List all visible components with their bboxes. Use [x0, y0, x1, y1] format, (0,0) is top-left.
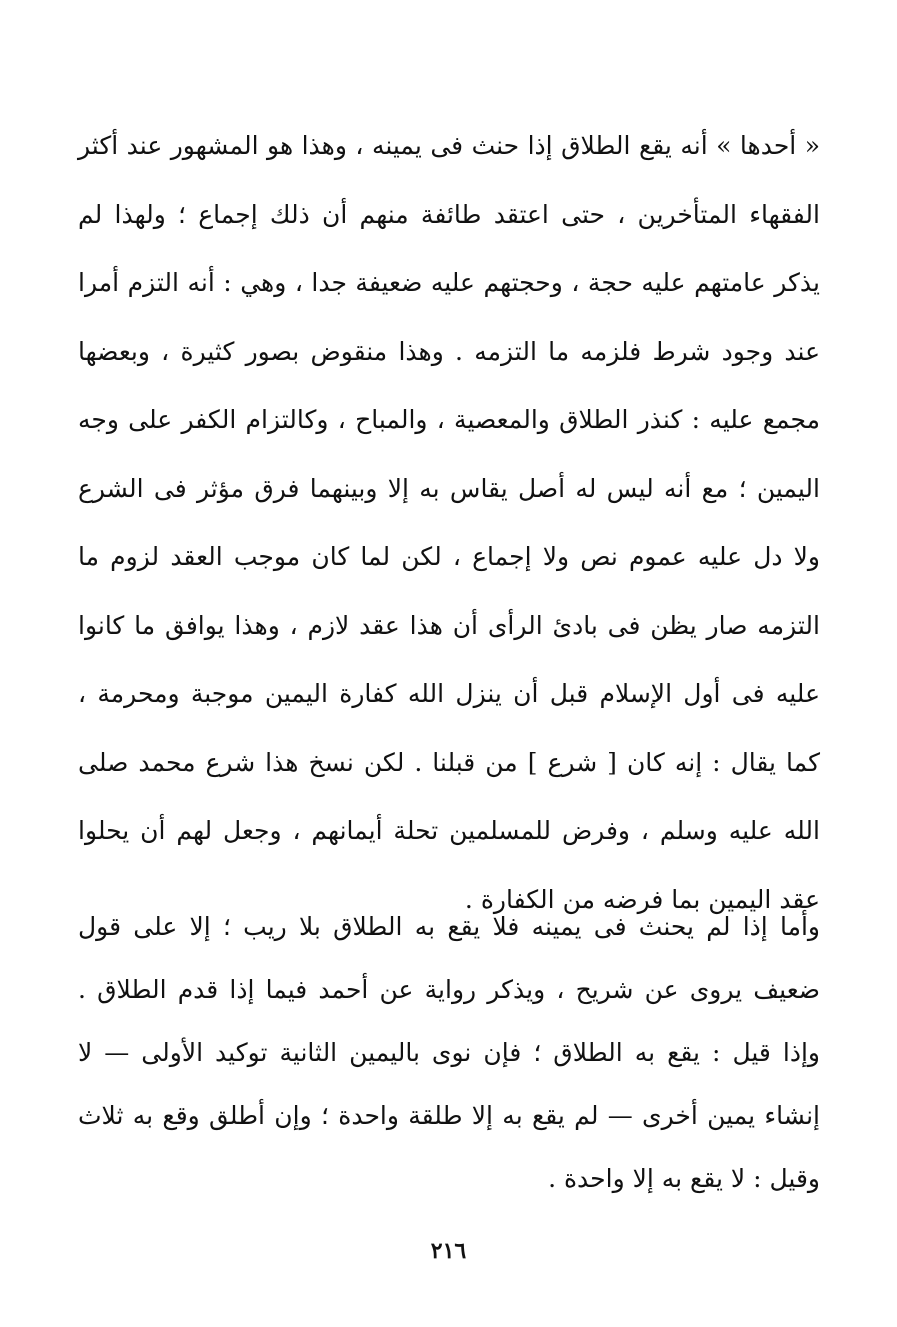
page-number: ٢١٦ [430, 1238, 467, 1264]
paragraph-second: وأما إذا لم يحنث فى يمينه فلا يقع به الطلاق بلا ريب ؛ إلا على قول ضعيف يروى عن شريح ، ويذكر رواية عن أحمد فيما إذا قدم الطلاق . وإذا قيل : يقع به الطلاق ؛ فإن نوى باليمين الثانية توكيد الأولى — لا إنشاء يمين أخرى — لم يقع به إلا طلقة واحدة ؛ وإن أطلق وقع به ثلاث وقيل : لا يقع به إلا واحدة . [78, 912, 820, 1193]
paragraph-first: « أحدها » أنه يقع الطلاق إذا حنث فى يمينه ، وهذا هو المشهور عند أكثر الفقهاء المتأخرين ، حتى اعتقد طائفة منهم أن ذلك إجماع ؛ ولهذا لم يذكر عامتهم عليه حجة ، وحجتهم عليه ضعيفة جدا ، وهي : أنه التزم أمرا عند وجود شرط فلزمه ما التزمه . وهذا منقوض بصور كثيرة ، وبعضها مجمع عليه : كنذر الطلاق والمعصية ، والمباح ، وكالتزام الكفر على وجه اليمين ؛ مع أنه ليس له أصل يقاس به إلا وبينهما فرق مؤثر فى الشرع ولا دل عليه عموم نص ولا إجماع ، لكن لما كان موجب العقد لزوم ما التزمه صار يظن فى بادئ الرأى أن هذا عقد لازم ، وهذا يوافق ما كانوا عليه فى أول الإسلام قبل أن ينزل الله كفارة اليمين موجبة ومحرمة ، كما يقال : إنه كان [ شرع ] من قبلنا . لكن نسخ هذا شرع محمد صلى الله عليه وسلم ، وفرض للمسلمين تحلة أيمانهم ، وجعل لهم أن يحلوا عقد اليمين بما فرضه من الكفارة . [78, 131, 820, 914]
